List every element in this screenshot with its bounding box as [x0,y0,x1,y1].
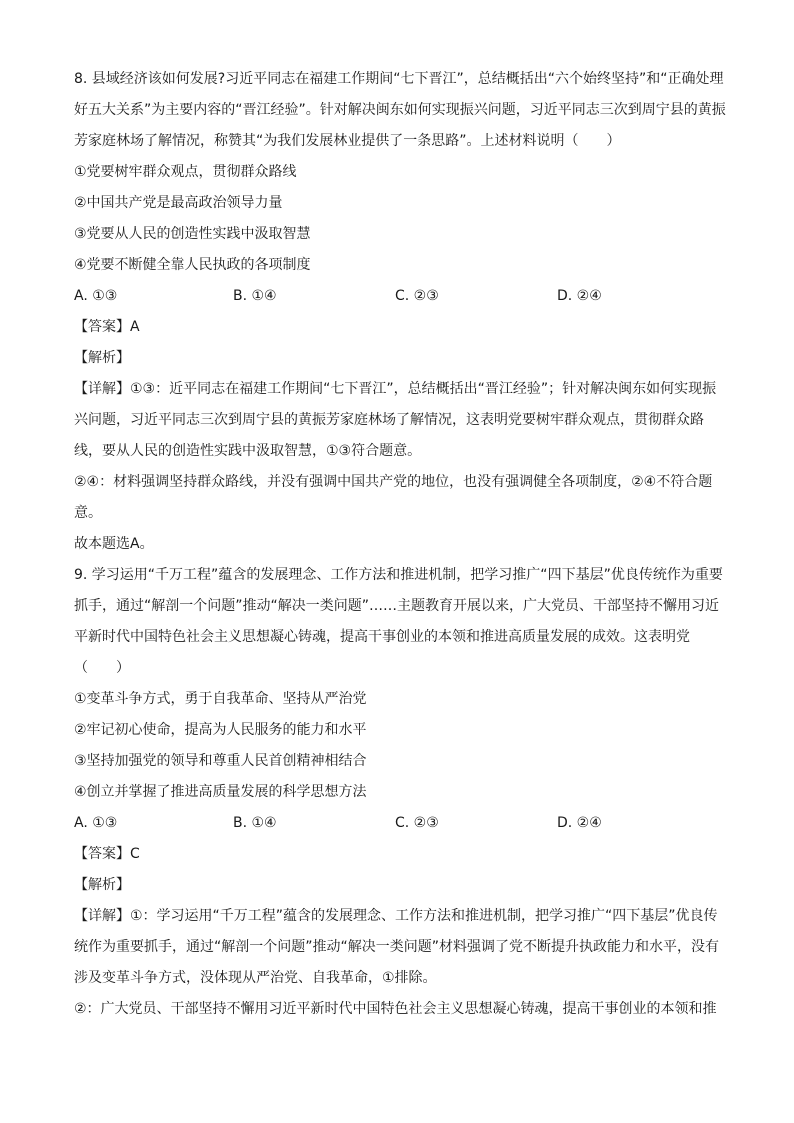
q8-choice-b: B. ①④ [233,288,277,304]
q9-option-1: ①变革斗争方式，勇于自我革命、坚持从严治党 [74,691,367,707]
q8-stem: 8. 县域经济该如何发展?习近平同志在福建工作期间“七下晋江”，总结概括出“六个始终坚持”和“正确处理好五大关系”为主要内容的“晋江经验”。针对解决闽东如何实现振兴问题，习近平同志三次到周宁县的黄振芳家庭林场了解情况，称赞其“为我们发展林业提供了一条思路”。上述材料说明（ ） [74,71,726,149]
q9-choices [74,808,726,839]
q9-choice-a: A. ①③ [74,815,118,831]
q8-option-4: ④党要不断健全靠人民执政的各项制度 [74,257,311,273]
q9-choice-c: C. ②③ [395,815,439,831]
q8-answer: 【答案】A [74,319,140,335]
q9-choice-d: D. ②④ [557,815,602,831]
q8-option-3: ③党要从人民的创造性实践中汲取智慧 [74,226,311,242]
q8-analysis-label: 【解析】 [74,350,130,366]
q9-answer: 【答案】C [74,846,140,862]
q8-option-1: ①党要树牢群众观点，贯彻群众路线 [74,164,297,180]
q8-choice-a: A. ①③ [74,288,118,304]
q8-detail-2: ②④：材料强调坚持群众路线，并没有强调中国共产党的地位，也没有强调健全各项制度，②④不符合题意。 [74,474,713,521]
q9-choice-b: B. ①④ [233,815,277,831]
q9-stem: 9. 学习运用“千万工程”蕴含的发展理念、工作方法和推进机制，把学习推广“四下基层”优良传统作为重要抓手，通过“解剖一个问题”推动“解决一类问题”……主题教育开展以来，广大党员、干部坚持不懈用习近平新时代中国特色社会主义思想凝心铸魂，提高干事创业的本领和推进高质量发展的成效。这表明党（ ） [74,567,723,676]
q9-detail-2: ②：广大党员、干部坚持不懈用习近平新时代中国特色社会主义思想凝心铸魂，提高干事创业的本领和推 [74,1001,717,1017]
q9-option-3: ③坚持加强党的领导和尊重人民首创精神相结合 [74,753,367,769]
q8-detail-1: 【详解】①③：近平同志在福建工作期间“七下晋江”，总结概括出“晋江经验”；针对解决闽东如何实现振兴问题，习近平同志三次到周宁县的黄振芳家庭林场了解情况，这表明党要树牢群众观点，贯彻群众路线，要从人民的创造性实践中汲取智慧，①③符合题意。 [74,381,717,459]
q8-choices [74,281,726,312]
q9-detail-1: 【详解】①：学习运用“千万工程”蕴含的发展理念、工作方法和推进机制，把学习推广“四下基层”优良传统作为重要抓手，通过“解剖一个问题”推动“解决一类问题”材料强调了党不断提升执政能力和水平，没有涉及变革斗争方式，没体现从严治党、自我革命，①排除。 [74,908,720,986]
q8-choice-d: D. ②④ [557,288,602,304]
document-page [74,64,726,1025]
q9-option-4: ④创立并掌握了推进高质量发展的科学思想方法 [74,784,367,800]
q9-analysis-label: 【解析】 [74,877,130,893]
q8-option-2: ②中国共产党是最高政治领导力量 [74,195,283,211]
q9-option-2: ②牢记初心使命，提高为人民服务的能力和水平 [74,722,367,738]
q8-choice-c: C. ②③ [395,288,439,304]
q8-detail-3: 故本题选A。 [74,536,154,552]
